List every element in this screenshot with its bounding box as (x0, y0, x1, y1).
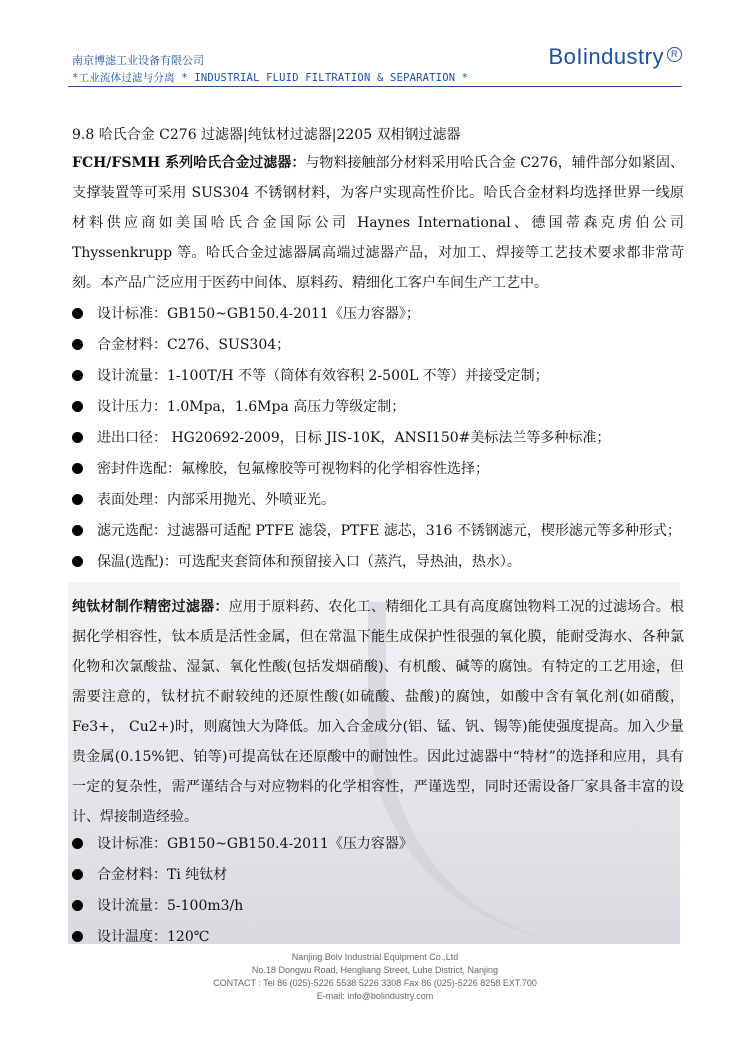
footer-email: E-mail: info@bolindustry.com (316, 991, 434, 1001)
list-item: 设计流量：1-100T/H 不等（筒体有效容积 2-500L 不等）并接受定制； (72, 361, 681, 392)
footer-contact: CONTACT : Tel 86 (025)-5226 5538 5226 3308 Fax 86 (025)-5226 8258 EXT.700 (213, 978, 537, 988)
bullet-icon (72, 838, 83, 849)
bullet-icon (72, 494, 83, 505)
header-divider (68, 86, 682, 87)
company-tagline: *工业流体过滤与分离 * INDUSTRIAL FLUID FILTRATION & SEPARATION * (72, 72, 469, 84)
list-item: 表面处理：内部采用抛光、外喷亚光。 (72, 485, 681, 516)
hastelloy-lead: FCH/FSMH 系列哈氏合金过滤器： (72, 155, 306, 171)
list-item: 设计标准：GB150~GB150.4-2011《压力容器》 (72, 829, 413, 860)
bullet-icon (72, 463, 83, 474)
hastelloy-spec-list (72, 299, 681, 578)
bullet-icon (72, 401, 83, 412)
logo-text: BoIindustry (548, 44, 664, 69)
company-logo (548, 44, 682, 70)
bullet-icon (72, 339, 83, 350)
list-item: 进出口径： HG20692-2009，日标 JIS-10K，ANSI150#美标法兰等多种标准； (72, 423, 681, 454)
section-title: 9.8 哈氏合金 C276 过滤器|纯钛材过滤器|2205 双相钢过滤器 (72, 127, 461, 143)
registered-mark-icon: R (667, 47, 682, 62)
bullet-icon (72, 556, 83, 567)
company-name: 南京博滤工业设备有限公司 (72, 54, 204, 67)
titanium-paragraph (72, 592, 684, 832)
footer-company: Nanjing Bolv Industrial Equipment Co.,Ltd (291, 952, 459, 962)
list-item: 设计标准：GB150~GB150.4-2011《压力容器》； (72, 299, 681, 330)
bullet-icon (72, 525, 83, 536)
bullet-icon (72, 931, 83, 942)
bullet-icon (72, 308, 83, 319)
list-item: 设计流量：5-100m3/h (72, 891, 413, 922)
titanium-body: 应用于原料药、农化工、精细化工具有高度腐蚀物料工况的过滤场合。根据化学相容性，钛本质是活性金属，但在常温下能生成保护性很强的氧化膜，能耐受海水、各种氯化物和次氯酸盐、湿氯、氧化性酸(包括发烟硝酸)、有机酸、碱等的腐蚀。有特定的工艺用途，但需要注意的，钛材抗不耐较纯的还原性酸(如硫酸、盐酸)的腐蚀，如酸中含有氧化剂(如硝酸，Fe3+， Cu2+)时，则腐蚀大为降低。加入合金成分(铝、锰、钒、锡等)能使强度提高。加入少量贵金属(0.15%钯、铂等)可提高钛在还原酸中的耐蚀性。因此过滤器中“特材”的选择和应用，具有一定的复杂性，需严谨结合与对应物料的化学相容性，严谨选型，同时还需设备厂家具备丰富的设计、焊接制造经验。 (72, 599, 685, 825)
bullet-icon (72, 869, 83, 880)
list-item: 密封件选配：氟橡胶，包氟橡胶等可视物料的化学相容性选择； (72, 454, 681, 485)
hastelloy-paragraph (72, 148, 684, 298)
hastelloy-body: 与物料接触部分材料采用哈氏合金 C276，辅件部分如紧固、支撑装置等可采用 SUS304 不锈钢材料，为客户实现高性价比。哈氏合金材料均选择世界一线原材料供应商如美国哈氏合金国际公司 Haynes International、德国蒂森克虏伯公司 Thyssenkrupp 等。哈氏合金过滤器属高端过滤器产品，对加工、焊接等工艺技术要求都非常苛刻。本产品广泛应用于医药中间体、原料药、精细化工客户车间生产工艺中。 (72, 155, 684, 291)
bullet-icon (72, 432, 83, 443)
bullet-icon (72, 900, 83, 911)
list-item: 合金材料：C276、SUS304； (72, 330, 681, 361)
list-item: 设计温度：120℃ (72, 922, 413, 953)
list-item: 设计压力：1.0Mpa，1.6Mpa 高压力等级定制； (72, 392, 681, 423)
list-item: 滤元选配：过滤器可适配 PTFE 滤袋，PTFE 滤芯，316 不锈钢滤元，楔形滤元等多种形式； (72, 516, 681, 547)
list-item: 保温(选配)：可选配夹套筒体和预留接入口（蒸汽，导热油，热水）。 (72, 547, 681, 578)
titanium-spec-list (72, 829, 413, 953)
titanium-lead: 纯钛材制作精密过滤器： (72, 599, 229, 615)
bullet-icon (72, 370, 83, 381)
list-item: 合金材料：Ti 纯钛材 (72, 860, 413, 891)
footer-address: No.18 Dongwu Road, Hengliang Street, Luhe District, Nanjing (251, 965, 499, 975)
